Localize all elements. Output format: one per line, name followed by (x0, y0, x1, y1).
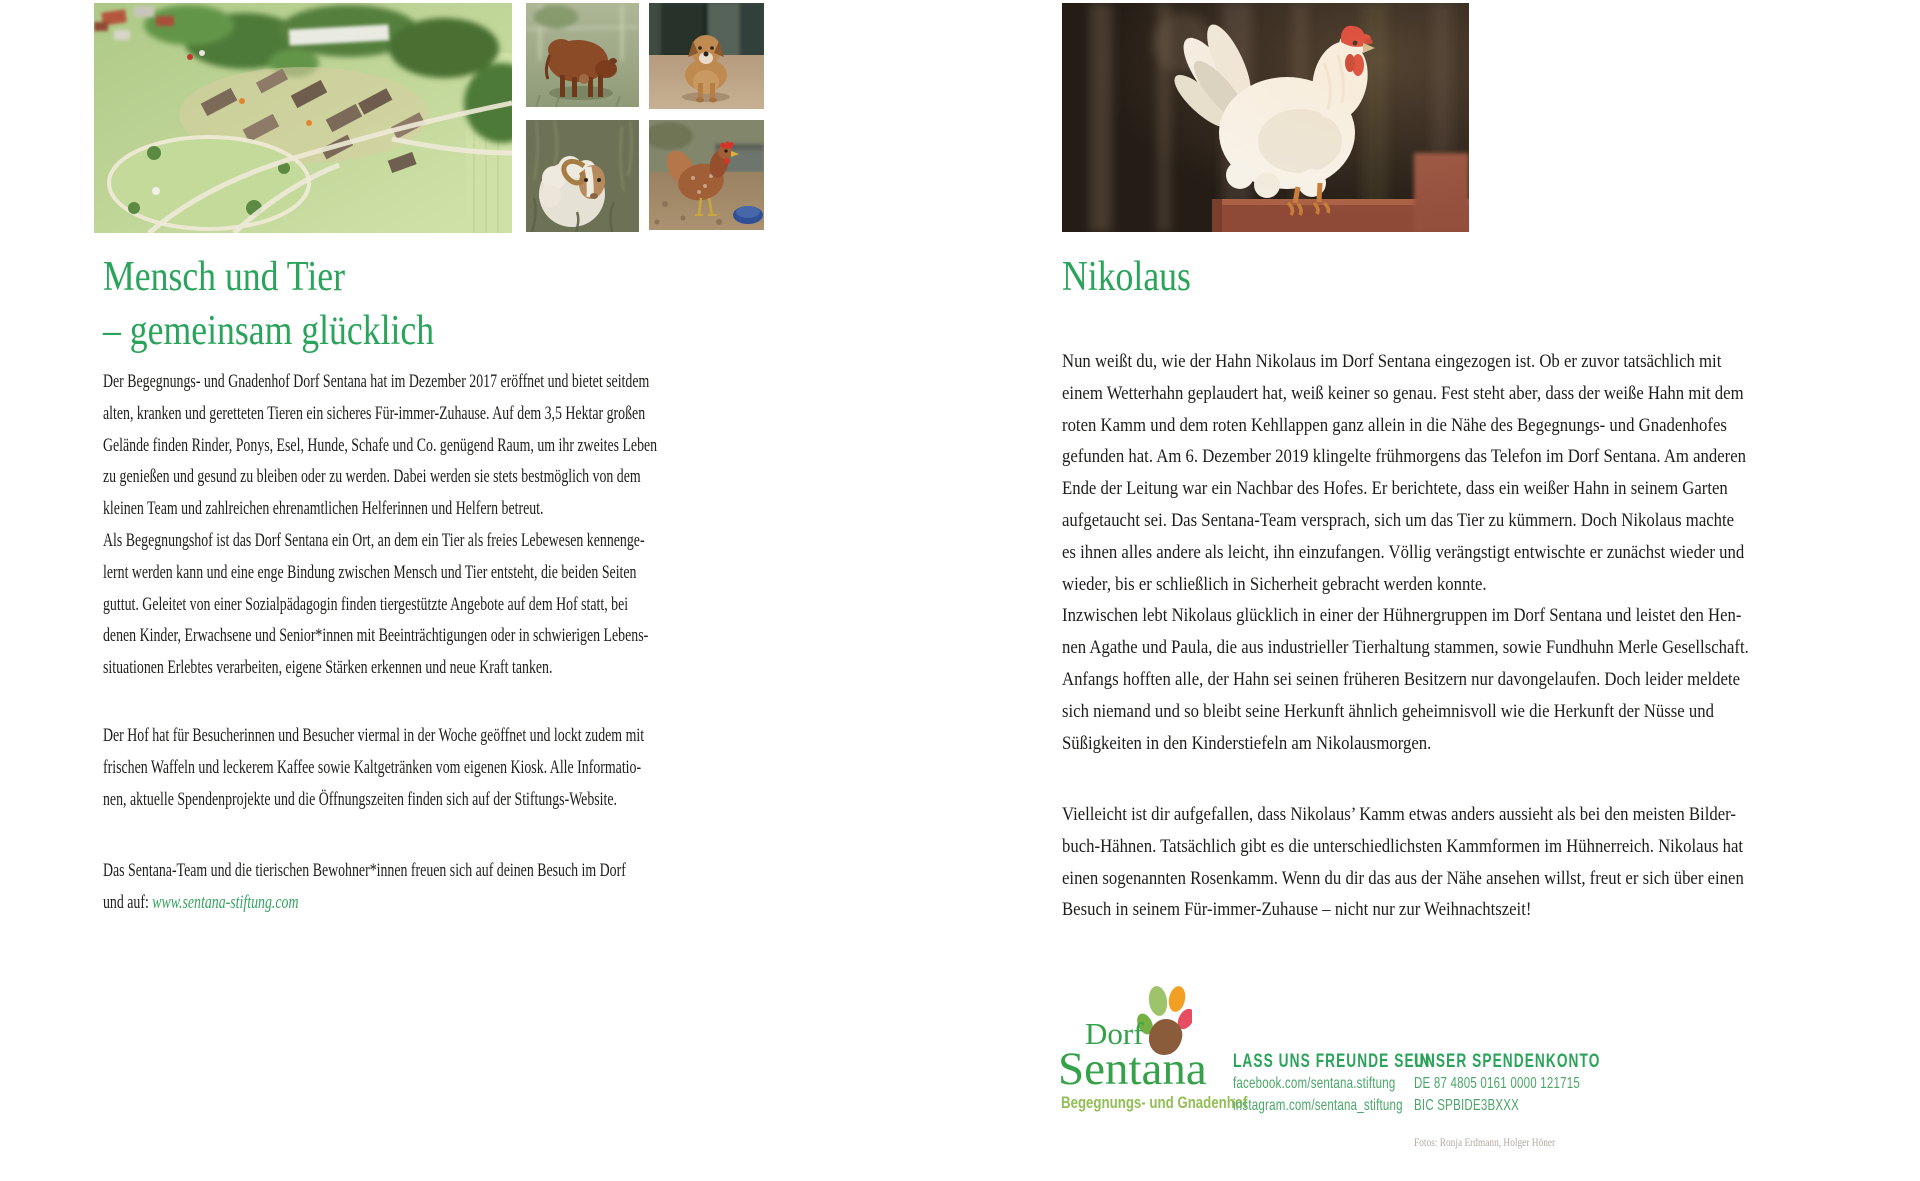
left-paragraph-3 (103, 855, 713, 919)
cow-photo (526, 3, 639, 107)
farm-aerial-photo (94, 3, 512, 233)
text-line: buch-Hähnen. Tatsächlich gibt es die unterschiedlichsten Kammformen im Hühnerreich. Nikolaus hat (1062, 835, 1744, 857)
right-paragraph-2 (1062, 799, 1812, 926)
dog-photo (649, 3, 764, 109)
text-line: gefunden hat. Am 6. Dezember 2019 klingelte frühmorgens das Telefon im Dorf Sentana. Am anderen (1062, 446, 1747, 468)
left-paragraph-1 (103, 366, 713, 684)
text-line: Das Sentana-Team und die tierischen Bewohner*innen freuen sich auf deinen Besuch im Dorf (103, 860, 626, 881)
text-line: Besuch in seinem Für-immer-Zuhause – nicht nur zur Weihnachtszeit! (1062, 899, 1532, 921)
right-page-title: Nikolaus (1062, 254, 1191, 300)
text-line: Nun weißt du, wie der Hahn Nikolaus im Dorf Sentana eingezogen ist. Ob er zuvor tatsächlich mit (1062, 351, 1722, 372)
text-line: nen, aktuelle Spendenprojekte und die Öffnungszeiten finden sich auf der Stiftungs-Website. (103, 788, 617, 810)
text-line: alten, kranken und geretteten Tieren ein sicheres Für-immer-Zuhause. Auf dem 3,5 Hektar großen (103, 402, 646, 424)
text-line: nen Agathe und Paula, die aus industrieller Tierhaltung stammen, sowie Fundhuhn Merle Gesellschaft. (1062, 637, 1749, 659)
left-title-line1: Mensch und Tier (103, 254, 345, 300)
text-line: es ihnen alles andere als leicht, ihn einzufangen. Völlig verängstigt entwischte er zunächst wieder und (1062, 541, 1745, 563)
text-line (103, 887, 713, 919)
website-link[interactable]: www.sentana-stiftung.com (152, 891, 299, 913)
photo-credit: Fotos: Ronja Erdmann, Holger Höner (1414, 1135, 1556, 1149)
rooster-photo (1062, 3, 1469, 232)
link-prefix: und auf: (103, 891, 153, 913)
text-line: denen Kinder, Erwachsene und Senior*innen mit Beeinträchtigungen oder in schwierigen Lebens- (103, 625, 649, 647)
text-line: Vielleicht ist dir aufgefallen, dass Nikolaus’ Kamm etwas anders aussieht als bei den meisten Bilder- (1062, 804, 1736, 825)
text-line: zu genießen und gesund zu bleiben oder zu werden. Dabei werden sie stets bestmöglich von dem (103, 466, 641, 488)
text-line: Gelände finden Rinder, Ponys, Esel, Hunde, Schafe und Co. genügend Raum, um ihr zweites Leben (103, 434, 658, 456)
text-line: roten Kamm und dem roten Kehllappen ganz allein in die Nähe des Begegnungs- und Gnadenhofes (1062, 414, 1727, 436)
logo-word-sentana: Sentana (1058, 1043, 1207, 1095)
right-paragraph-1 (1062, 346, 1812, 759)
text-line: Als Begegnungshof ist das Dorf Sentana ein Ort, an dem ein Tier als freies Lebewesen kennenge- (103, 529, 645, 551)
text-line: Ende der Leitung war ein Nachbar des Hofes. Er berichtete, dass ein weißer Hahn in seinem Garten (1062, 478, 1728, 500)
left-page-title (103, 250, 493, 358)
text-line: Der Begegnungs- und Gnadenhof Dorf Sentana hat im Dezember 2017 eröffnet und bietet seitdem (103, 371, 650, 392)
text-line: guttut. Geleitet von einer Sozialpädagogin finden tiergestützte Angebote auf dem Hof statt, bei (103, 593, 629, 615)
text-line: situationen Erlebtes verarbeiten, eigene Stärken erkennen und neue Kraft tanken. (103, 657, 553, 679)
text-line: Süßigkeiten in den Kinderstiefeln am Nikolausmorgen. (1062, 732, 1432, 754)
text-line: Inzwischen lebt Nikolaus glücklich in einer der Hühnergruppen im Dorf Sentana und leistet den Hen- (1062, 605, 1742, 627)
donation-iban: DE 87 4805 0161 0000 121715 (1414, 1075, 1580, 1092)
facebook-link[interactable]: facebook.com/sentana.stiftung (1233, 1075, 1396, 1092)
donation-heading: UNSER SPENDENKONTO (1414, 1051, 1601, 1072)
instagram-link[interactable]: instagram.com/sentana_stiftung (1233, 1097, 1403, 1114)
text-line: einen sogenannten Rosenkamm. Wenn du dir das aus der Nähe ansehen willst, freut er sich über einen (1062, 867, 1744, 889)
text-line: lernt werden kann und eine enge Bindung zwischen Mensch und Tier entsteht, die beiden Seiten (103, 561, 637, 583)
left-title-line2: – gemeinsam glücklich (103, 308, 435, 354)
text-line: einem Wetterhahn geplaudert hat, weiß keiner so genau. Fest steht aber, dass der weiße Hahn mit dem (1062, 382, 1744, 404)
sheep-photo (526, 120, 639, 232)
left-paragraph-2 (103, 720, 713, 815)
text-line: kleinen Team und zahlreichen ehrenamtlichen Helferinnen und Helfern betreut. (103, 498, 544, 520)
logo-word-dorf: Dorf (1085, 1016, 1144, 1051)
text-line: wieder, bis er schließlich in Sicherheit gebracht werden konnte. (1062, 573, 1487, 595)
text-line: Der Hof hat für Besucherinnen und Besucher viermal in der Woche geöffnet und lockt zudem mit (103, 725, 645, 746)
logo-subtitle: Begegnungs- und Gnadenhof (1061, 1093, 1248, 1112)
social-heading: LASS UNS FREUNDE SEIN! (1233, 1051, 1437, 1072)
text-line: Anfangs hofften alle, der Hahn sei seinen früheren Besitzern nur davongelaufen. Doch leider meldete (1062, 668, 1740, 690)
text-line: frischen Waffeln und leckerem Kaffee sowie Kaltgetränken vom eigenen Kiosk. Alle Informatio- (103, 756, 642, 778)
chicken-photo (649, 120, 764, 230)
text-line: sich niemand und so bleibt seine Herkunft ähnlich geheimnisvoll wie die Herkunft der Nüsse und (1062, 700, 1714, 722)
donation-bic: BIC SPBIDE3BXXX (1414, 1097, 1520, 1114)
text-line: aufgetaucht sei. Das Sentana-Team versprach, sich um das Tier zu kümmern. Doch Nikolaus machte (1062, 509, 1735, 531)
